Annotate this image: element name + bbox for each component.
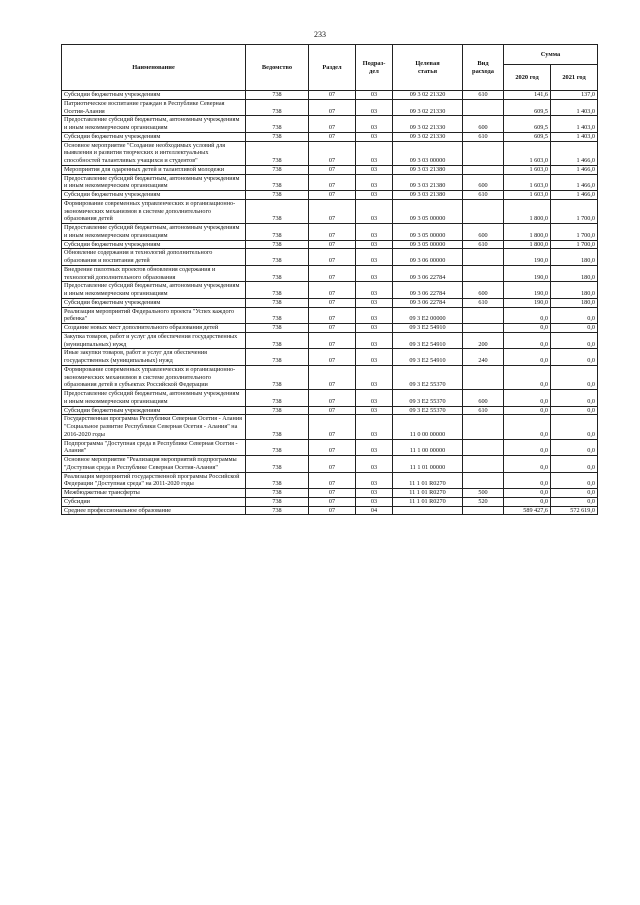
- row-section: 07: [309, 439, 356, 456]
- row-section: 07: [309, 497, 356, 506]
- row-sum-2021: 1 700,0: [551, 224, 598, 241]
- row-dept: 738: [246, 249, 309, 266]
- col-header-sum: Сумма: [504, 45, 598, 65]
- row-sum-2020: 0,0: [504, 489, 551, 498]
- row-target: 11 1 01 00000: [393, 456, 463, 473]
- row-exptype: [463, 472, 504, 489]
- budget-table: [61, 44, 598, 515]
- row-section: 07: [309, 390, 356, 407]
- row-subsection: 03: [356, 240, 393, 249]
- table-row: [62, 174, 598, 191]
- row-dept: 738: [246, 174, 309, 191]
- row-sum-2020: 0,0: [504, 324, 551, 333]
- row-dept: 738: [246, 439, 309, 456]
- row-target: 09 3 E2 00000: [393, 307, 463, 324]
- row-sum-2020: 0,0: [504, 472, 551, 489]
- row-target: 09 3 06 00000: [393, 249, 463, 266]
- row-sum-2020: 609,5: [504, 132, 551, 141]
- row-target: 11 1 01 R0270: [393, 472, 463, 489]
- row-name: Формирование современных управленческих и организационно-экономических механизмов в системе дополнительного образования детей: [62, 199, 246, 223]
- row-exptype: 610: [463, 406, 504, 415]
- row-target: 09 3 05 00000: [393, 199, 463, 223]
- row-section: 07: [309, 99, 356, 116]
- row-sum-2020: 0,0: [504, 497, 551, 506]
- row-dept: 738: [246, 415, 309, 439]
- row-sum-2021: 1 403,0: [551, 132, 598, 141]
- col-header-subsection: Подраз- дел: [356, 45, 393, 91]
- row-sum-2020: 0,0: [504, 390, 551, 407]
- table-row: [62, 365, 598, 389]
- row-sum-2020: 190,0: [504, 282, 551, 299]
- row-target: 09 3 02 21330: [393, 99, 463, 116]
- row-section: 07: [309, 456, 356, 473]
- row-sum-2020: 190,0: [504, 249, 551, 266]
- row-target: 09 3 02 21330: [393, 132, 463, 141]
- row-sum-2021: 1 466,0: [551, 141, 598, 165]
- row-sum-2021: 1 700,0: [551, 199, 598, 223]
- row-exptype: 600: [463, 390, 504, 407]
- row-dept: 738: [246, 165, 309, 174]
- row-sum-2020: 609,5: [504, 99, 551, 116]
- row-section: 07: [309, 191, 356, 200]
- row-sum-2021: 1 466,0: [551, 191, 598, 200]
- row-sum-2021: 1 466,0: [551, 174, 598, 191]
- col-header-2020: 2020 год: [504, 65, 551, 91]
- row-section: 07: [309, 349, 356, 366]
- row-subsection: 03: [356, 132, 393, 141]
- table-row: [62, 165, 598, 174]
- row-exptype: 600: [463, 116, 504, 133]
- row-exptype: 610: [463, 240, 504, 249]
- row-sum-2020: 190,0: [504, 298, 551, 307]
- row-subsection: 03: [356, 489, 393, 498]
- row-sum-2021: 180,0: [551, 265, 598, 282]
- row-sum-2020: 1 603,0: [504, 165, 551, 174]
- row-sum-2021: 1 403,0: [551, 116, 598, 133]
- row-subsection: 03: [356, 265, 393, 282]
- row-sum-2021: 0,0: [551, 390, 598, 407]
- row-sum-2020: 0,0: [504, 349, 551, 366]
- row-sum-2020: 0,0: [504, 415, 551, 439]
- row-target: 09 3 06 22784: [393, 265, 463, 282]
- row-subsection: 03: [356, 324, 393, 333]
- row-subsection: 03: [356, 199, 393, 223]
- table-row: [62, 456, 598, 473]
- row-name: Субсидии бюджетным учреждениям: [62, 406, 246, 415]
- table-row: [62, 506, 598, 515]
- row-exptype: 610: [463, 91, 504, 100]
- row-name: Мероприятия для одаренных детей и талантливой молодежи: [62, 165, 246, 174]
- row-section: 07: [309, 141, 356, 165]
- row-section: 07: [309, 415, 356, 439]
- row-subsection: 03: [356, 298, 393, 307]
- row-subsection: 03: [356, 439, 393, 456]
- row-subsection: 03: [356, 497, 393, 506]
- row-subsection: 03: [356, 456, 393, 473]
- row-section: 07: [309, 240, 356, 249]
- row-sum-2020: 0,0: [504, 332, 551, 349]
- row-target: 11 1 01 R0270: [393, 489, 463, 498]
- row-exptype: [463, 506, 504, 515]
- row-target: 09 3 03 00000: [393, 141, 463, 165]
- row-sum-2020: 141,6: [504, 91, 551, 100]
- row-section: 07: [309, 489, 356, 498]
- row-sum-2020: 0,0: [504, 439, 551, 456]
- row-target: 09 3 06 22784: [393, 282, 463, 299]
- row-section: 07: [309, 116, 356, 133]
- row-dept: 738: [246, 406, 309, 415]
- row-sum-2020: 0,0: [504, 406, 551, 415]
- row-subsection: 03: [356, 249, 393, 266]
- row-section: 07: [309, 307, 356, 324]
- col-header-2021: 2021 год: [551, 65, 598, 91]
- row-sum-2021: 572 619,0: [551, 506, 598, 515]
- row-subsection: 03: [356, 165, 393, 174]
- row-sum-2021: 1 700,0: [551, 240, 598, 249]
- row-exptype: 610: [463, 298, 504, 307]
- row-exptype: [463, 324, 504, 333]
- row-subsection: 03: [356, 116, 393, 133]
- row-section: 07: [309, 506, 356, 515]
- row-target: 09 3 05 00000: [393, 224, 463, 241]
- row-dept: 738: [246, 91, 309, 100]
- row-dept: 738: [246, 116, 309, 133]
- col-header-dept: Ведомство: [246, 45, 309, 91]
- table-row: [62, 390, 598, 407]
- row-sum-2021: 0,0: [551, 415, 598, 439]
- row-exptype: 610: [463, 132, 504, 141]
- row-exptype: [463, 456, 504, 473]
- row-exptype: 200: [463, 332, 504, 349]
- row-dept: 738: [246, 456, 309, 473]
- row-subsection: 03: [356, 406, 393, 415]
- row-exptype: 610: [463, 191, 504, 200]
- table-row: [62, 332, 598, 349]
- row-sum-2021: 0,0: [551, 472, 598, 489]
- row-name: Субсидии бюджетным учреждениям: [62, 132, 246, 141]
- row-target: 09 3 03 21380: [393, 165, 463, 174]
- row-sum-2021: 0,0: [551, 332, 598, 349]
- table-row: [62, 199, 598, 223]
- row-exptype: 600: [463, 282, 504, 299]
- row-subsection: 03: [356, 191, 393, 200]
- row-sum-2020: 609,5: [504, 116, 551, 133]
- row-sum-2021: 1 466,0: [551, 165, 598, 174]
- row-exptype: [463, 99, 504, 116]
- row-section: 07: [309, 298, 356, 307]
- row-name: Субсидии бюджетным учреждениям: [62, 240, 246, 249]
- row-section: 07: [309, 91, 356, 100]
- row-name: Субсидии бюджетным учреждениям: [62, 298, 246, 307]
- col-header-exptype: Вид расхода: [463, 45, 504, 91]
- row-dept: 738: [246, 497, 309, 506]
- row-sum-2021: 0,0: [551, 324, 598, 333]
- row-section: 07: [309, 224, 356, 241]
- row-name: Субсидии: [62, 497, 246, 506]
- row-name: Государственная программа Республики Северная Осетия - Алания "Социальное развитие Республики Северная Осетия - Алания" на 2016-2020 годы: [62, 415, 246, 439]
- row-subsection: 03: [356, 91, 393, 100]
- row-section: 07: [309, 174, 356, 191]
- row-sum-2020: 0,0: [504, 307, 551, 324]
- row-exptype: 600: [463, 224, 504, 241]
- row-name: Основное мероприятие "Создание необходимых условий для выявления и развития творческих и интеллектуальных способностей талантливых учащихся и студентов": [62, 141, 246, 165]
- table-row: [62, 249, 598, 266]
- table-row: [62, 415, 598, 439]
- row-sum-2021: 180,0: [551, 298, 598, 307]
- row-subsection: 03: [356, 282, 393, 299]
- row-section: 07: [309, 249, 356, 266]
- row-exptype: [463, 439, 504, 456]
- row-sum-2021: 0,0: [551, 406, 598, 415]
- row-target: 09 3 03 21380: [393, 191, 463, 200]
- row-dept: 738: [246, 332, 309, 349]
- table-row: [62, 324, 598, 333]
- row-name: Реализация мероприятий государственной программы Российской Федерации "Доступная среда" на 2011-2020 годы: [62, 472, 246, 489]
- row-dept: 738: [246, 282, 309, 299]
- row-section: 07: [309, 365, 356, 389]
- table-row: [62, 349, 598, 366]
- row-dept: 738: [246, 349, 309, 366]
- col-header-name: Наименование: [62, 45, 246, 91]
- row-dept: 738: [246, 224, 309, 241]
- row-sum-2021: 0,0: [551, 489, 598, 498]
- row-sum-2021: 180,0: [551, 282, 598, 299]
- row-name: Иные закупки товаров, работ и услуг для обеспечения государственных (муниципальных) нужд: [62, 349, 246, 366]
- row-subsection: 03: [356, 365, 393, 389]
- row-dept: 738: [246, 240, 309, 249]
- row-subsection: 03: [356, 390, 393, 407]
- row-subsection: 03: [356, 472, 393, 489]
- row-name: Предоставление субсидий бюджетным, автономным учреждениям и иным некоммерческим организациям: [62, 224, 246, 241]
- row-sum-2021: 1 403,0: [551, 99, 598, 116]
- row-exptype: [463, 307, 504, 324]
- row-subsection: 03: [356, 174, 393, 191]
- row-dept: 738: [246, 365, 309, 389]
- row-sum-2021: 180,0: [551, 249, 598, 266]
- row-name: Создание новых мест дополнительного образования детей: [62, 324, 246, 333]
- table-row: [62, 91, 598, 100]
- row-name: Основное мероприятие "Реализация мероприятий подпрограммы "Доступная среда в Республике Северная Осетия-Алания": [62, 456, 246, 473]
- row-subsection: 03: [356, 349, 393, 366]
- row-subsection: 03: [356, 415, 393, 439]
- row-name: Субсидии бюджетным учреждениям: [62, 191, 246, 200]
- col-header-target: Целевая статья: [393, 45, 463, 91]
- row-exptype: [463, 199, 504, 223]
- row-section: 07: [309, 406, 356, 415]
- row-exptype: 520: [463, 497, 504, 506]
- row-name: Обновление содержания и технологий дополнительного образования и воспитания детей: [62, 249, 246, 266]
- row-target: [393, 506, 463, 515]
- table-row: [62, 141, 598, 165]
- row-sum-2020: 1 603,0: [504, 141, 551, 165]
- row-subsection: 03: [356, 332, 393, 349]
- row-section: 07: [309, 324, 356, 333]
- row-target: 09 3 02 21330: [393, 116, 463, 133]
- row-sum-2020: 1 800,0: [504, 240, 551, 249]
- row-name: Патриотическое воспитание граждан в Республике Северная Осетия-Алания: [62, 99, 246, 116]
- table-row: [62, 224, 598, 241]
- table-row: [62, 132, 598, 141]
- row-section: 07: [309, 265, 356, 282]
- table-row: [62, 116, 598, 133]
- table-row: [62, 282, 598, 299]
- row-section: 07: [309, 199, 356, 223]
- row-target: 11 1 01 R0270: [393, 497, 463, 506]
- row-exptype: [463, 265, 504, 282]
- table-row: [62, 472, 598, 489]
- row-dept: 738: [246, 191, 309, 200]
- row-dept: 738: [246, 199, 309, 223]
- row-name: Закупка товаров, работ и услуг для обеспечения государственных (муниципальных) нужд: [62, 332, 246, 349]
- row-exptype: 240: [463, 349, 504, 366]
- table-row: [62, 439, 598, 456]
- table-row: [62, 99, 598, 116]
- row-name: Предоставление субсидий бюджетным, автономным учреждениям и иным некоммерческим организациям: [62, 174, 246, 191]
- row-name: Предоставление субсидий бюджетным, автономным учреждениям и иным некоммерческим организациям: [62, 282, 246, 299]
- row-name: Реализация мероприятий Федерального проекта "Успех каждого ребенка": [62, 307, 246, 324]
- row-dept: 738: [246, 99, 309, 116]
- row-dept: 738: [246, 324, 309, 333]
- table-row: [62, 265, 598, 282]
- row-dept: 738: [246, 265, 309, 282]
- table-row: [62, 406, 598, 415]
- row-exptype: 500: [463, 489, 504, 498]
- row-sum-2021: 0,0: [551, 439, 598, 456]
- row-sum-2020: 0,0: [504, 456, 551, 473]
- row-target: 09 3 05 00000: [393, 240, 463, 249]
- table-row: [62, 489, 598, 498]
- row-name: Среднее профессиональное образование: [62, 506, 246, 515]
- row-sum-2020: 1 800,0: [504, 224, 551, 241]
- row-sum-2020: 190,0: [504, 265, 551, 282]
- row-target: 09 3 E2 54910: [393, 324, 463, 333]
- col-header-section: Раздел: [309, 45, 356, 91]
- table-body: [62, 91, 598, 515]
- table-row: [62, 298, 598, 307]
- row-sum-2021: 0,0: [551, 307, 598, 324]
- row-target: 09 3 E2 54910: [393, 332, 463, 349]
- row-name: Предоставление субсидий бюджетным, автономным учреждениям и иным некоммерческим организациям: [62, 116, 246, 133]
- table-row: [62, 191, 598, 200]
- row-subsection: 03: [356, 99, 393, 116]
- row-target: 09 3 E2 55370: [393, 365, 463, 389]
- row-exptype: [463, 141, 504, 165]
- row-target: 11 0 00 00000: [393, 415, 463, 439]
- row-name: Субсидии бюджетным учреждениям: [62, 91, 246, 100]
- row-target: 09 3 E2 54910: [393, 349, 463, 366]
- row-sum-2021: 0,0: [551, 456, 598, 473]
- row-name: Межбюджетные трансферты: [62, 489, 246, 498]
- row-subsection: 04: [356, 506, 393, 515]
- row-target: 09 3 E2 55370: [393, 390, 463, 407]
- row-dept: 738: [246, 132, 309, 141]
- row-sum-2020: 589 427,6: [504, 506, 551, 515]
- row-sum-2021: 0,0: [551, 497, 598, 506]
- row-dept: 738: [246, 298, 309, 307]
- row-dept: 738: [246, 141, 309, 165]
- row-section: 07: [309, 282, 356, 299]
- row-target: 11 1 00 00000: [393, 439, 463, 456]
- row-exptype: [463, 415, 504, 439]
- table-row: [62, 240, 598, 249]
- row-dept: 738: [246, 307, 309, 324]
- row-subsection: 03: [356, 141, 393, 165]
- row-section: 07: [309, 332, 356, 349]
- row-name: Подпрограмма "Доступная среда в Республике Северная Осетия - Алания": [62, 439, 246, 456]
- row-target: 09 3 03 21380: [393, 174, 463, 191]
- row-subsection: 03: [356, 307, 393, 324]
- row-name: Внедрение пилотных проектов обновления содержания и технологий дополнительного образования: [62, 265, 246, 282]
- row-sum-2020: 1 603,0: [504, 174, 551, 191]
- row-exptype: [463, 165, 504, 174]
- row-sum-2021: 137,0: [551, 91, 598, 100]
- row-section: 07: [309, 132, 356, 141]
- row-exptype: [463, 365, 504, 389]
- row-dept: 738: [246, 472, 309, 489]
- row-dept: 738: [246, 506, 309, 515]
- row-exptype: 600: [463, 174, 504, 191]
- row-name: Формирование современных управленческих и организационно-экономических механизмов в системе дополнительного образования детей в субъектах Российской Федерации: [62, 365, 246, 389]
- row-target: 09 3 E2 55370: [393, 406, 463, 415]
- row-sum-2020: 1 800,0: [504, 199, 551, 223]
- row-name: Предоставление субсидий бюджетным, автономным учреждениям и иным некоммерческим организациям: [62, 390, 246, 407]
- row-sum-2021: 0,0: [551, 349, 598, 366]
- row-dept: 738: [246, 390, 309, 407]
- page-number: 233: [314, 30, 326, 39]
- row-sum-2020: 0,0: [504, 365, 551, 389]
- table-row: [62, 497, 598, 506]
- row-subsection: 03: [356, 224, 393, 241]
- row-target: 09 3 02 21320: [393, 91, 463, 100]
- row-section: 07: [309, 472, 356, 489]
- row-sum-2020: 1 603,0: [504, 191, 551, 200]
- row-section: 07: [309, 165, 356, 174]
- row-target: 09 3 06 22784: [393, 298, 463, 307]
- row-dept: 738: [246, 489, 309, 498]
- row-exptype: [463, 249, 504, 266]
- table-row: [62, 307, 598, 324]
- row-sum-2021: 0,0: [551, 365, 598, 389]
